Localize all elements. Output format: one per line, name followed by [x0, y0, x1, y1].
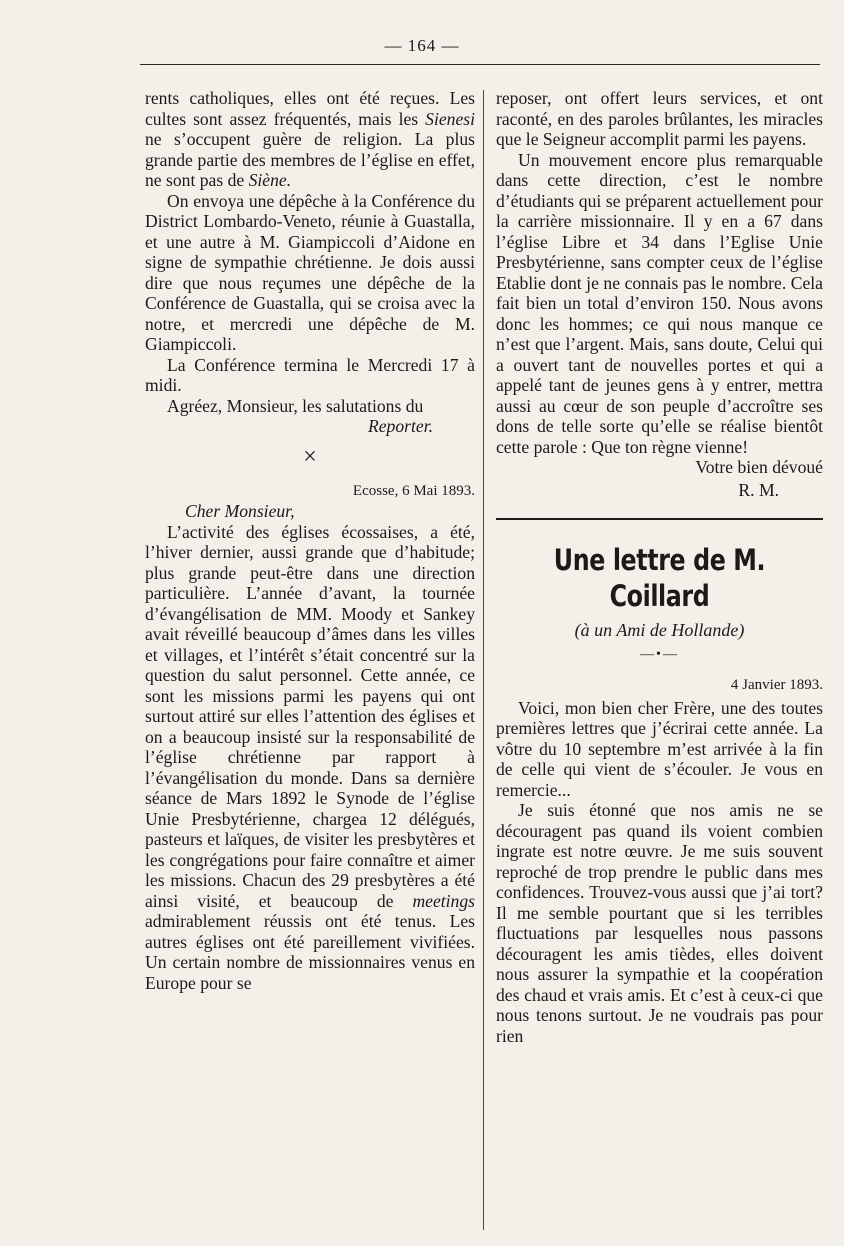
ornament-divider: —•— [640, 646, 679, 662]
article-title: Une lettre de M. Coillard [553, 543, 766, 613]
paragraph: L’activité des églises écossaises, a été, l’hiver dernier, aussi grande que d’habitude; plus grande peut-être dans une direction particulière. L’année d’avant, la tournée d’évangélisation de MM. Moody et Sankey avait réveillé beaucoup d’âmes dans les villes et villages, et l’intérêt s’était concentré sur la question du salut personnel. Cette année, ce sont les missions parmi les payens qui ont surtout attiré sur elles l’attention des églises et on a beaucoup insisté sur la responsabilité de l’église chrétienne par rapport à l’évangélisation du monde. Dans sa dernière séance de Mars 1892 le Synode de l’église Unie Presbytérienne, chargea 12 délégués, pasteurs et laïques, de visiter les presbytères et les congrégations pour faire connaître et aimer les missions. Chacun des 29 presbytères a été ainsi visité, et beaucoup de meetings admirablement réussis ont été tenus. Les autres églises ont été pareillement vivifiées. Un certain nombre de missionnaires venus en Europe pour se [145, 521, 475, 993]
salutation: Cher Monsieur, [185, 501, 295, 521]
paragraph: La Conférence termina le Mercredi 17 à midi. [145, 354, 475, 395]
dateline: Ecosse, 6 Mai 1893. [352, 482, 475, 499]
paragraph: Un mouvement encore plus remarquable dans cette direction, c’est le nombre d’étudiants qui se préparent actuellement pour la carrière missionnaire. Il y en a 67 dans l’église Libre et 34 dans l’Eglise Unie Presbytérienne, sans compter ceux de l’église Etablie dont je ne connais pas le nombre. Cela fait bien un total d’environ 150. Nous avons donc les hommes; ce qui nous manque ce n’est que l’argent. Mais, sans doute, Celui qui a ouvert tant de nouvelles portes et qui a appelé tant de jeunes gens à y entrer, mettra aussi au cœur de son peuple d’accroître ses dons de telle sorte qu’elle se réalise bientôt cette parole : Que ton règne vienne! [496, 149, 823, 457]
article-rule [496, 518, 823, 520]
page-number: — 164 — [384, 36, 460, 55]
paragraph: Je suis étonné que nos amis ne se découragent pas quand ils voient combien ingrate est notre œuvre. Je me suis souvent reproché de trop prendre le public dans mes confidences. Trouvez-vous aussi que j’ai tort? Il me semble pourtant que si les terribles fluctuations par lesquelles nous passons découragent les amis tièdes, elles doivent nous assurer la sympathie et la coopération des chaud et vrais amis. Et c’est à ceux-ci que nous tenons surtout. Je ne voudrais pas pour rien [496, 800, 823, 1046]
right-column [496, 88, 823, 1046]
signature: Votre bien dévoué [695, 457, 823, 477]
column-divider [483, 90, 484, 1230]
letter-date: 4 Janvier 1893. [730, 677, 823, 693]
paragraph: On envoya une dépêche à la Conférence du District Lombardo-Veneto, réunie à Guastalla, et une autre à M. Giampiccoli d’Aidone en signe de sympathie chrétienne. Je dois aussi dire que nous reçumes une dépêche de la Conférence de Guastalla, qui se croisa avec la notre, et mercredi une dépêche de M. Giampiccoli. [145, 190, 475, 354]
left-column [145, 88, 475, 993]
paragraph: Voici, mon bien cher Frère, une des toutes premières lettres que j’écrirai cette année. La vôtre du 10 septembre m’est arrivée à la fin de celle qui vient de s’écouler. Je vous en remercie... [496, 697, 823, 800]
article-subtitle: (à un Ami de Hollande) [574, 620, 745, 640]
paragraph: rents catholiques, elles ont été reçues. Les cultes sont assez fréquentés, mais les Sienesi ne s’occupent guère de religion. La plus grande partie des membres de l’église en effet, ne sont pas de Siène. [145, 88, 475, 190]
closing-formula: Agréez, Monsieur, les salutations du [167, 395, 424, 416]
paragraph: reposer, ont offert leurs services, et ont raconté, en des paroles brûlantes, les miracles que le Seigneur accomplit parmi les payens. [496, 88, 823, 149]
signoff: Reporter. [368, 416, 433, 436]
section-separator: × [303, 443, 317, 470]
initials: R. M. [738, 479, 779, 500]
header-rule [140, 64, 820, 65]
